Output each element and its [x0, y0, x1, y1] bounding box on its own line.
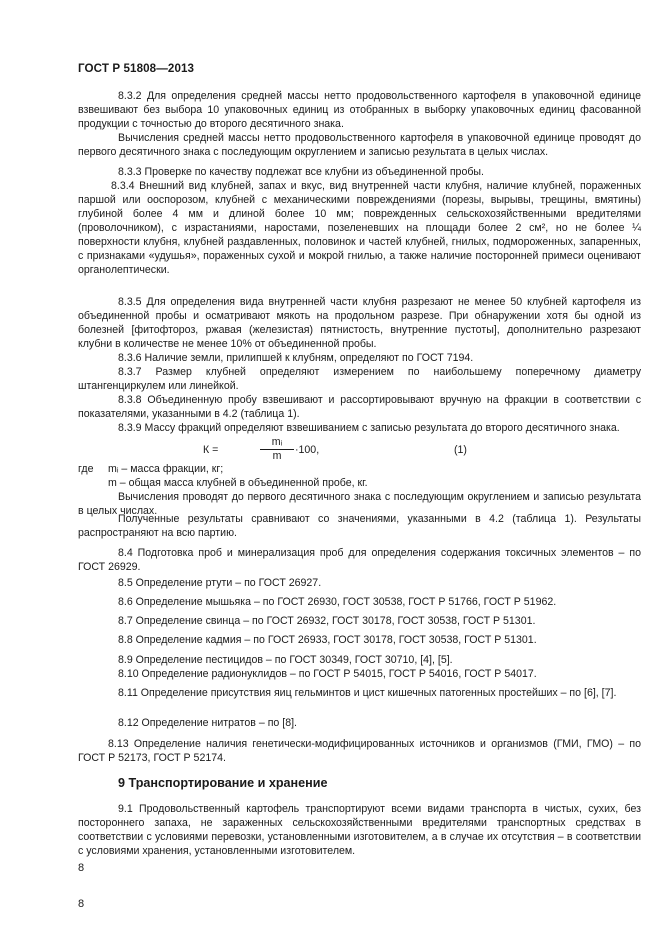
where-line-2: m – общая масса клубней в объединенной пробе, кг.	[108, 477, 368, 489]
formula-numerator: mᵢ	[271, 436, 283, 448]
paragraph-compare: Полученные результаты сравнивают со значениями, указанными в 4.2 (таблица 1). Результаты распространяют на всю партию.	[78, 513, 641, 539]
formula-denominator: m	[272, 450, 282, 462]
paragraph-8-5: 8.5 Определение ртути – по ГОСТ 26927.	[118, 577, 322, 589]
where-line-1: mᵢ – масса фракции, кг;	[108, 463, 224, 475]
page-number-bottom: 8	[78, 898, 85, 910]
page-number: 8	[78, 862, 85, 874]
paragraph-8-6: 8.6 Определение мышьяка – по ГОСТ 26930, ГОСТ 30538, ГОСТ Р 51766, ГОСТ Р 51962.	[118, 596, 557, 608]
formula-lhs: К =	[203, 444, 219, 456]
paragraph-8-3-6: 8.3.6 Наличие земли, прилипшей к клубням, определяют по ГОСТ 7194.	[118, 352, 474, 364]
paragraph-8-3-3: 8.3.3 Проверке по качеству подлежат все клубни из объединенной пробы.	[118, 166, 484, 178]
paragraph-8-9: 8.9 Определение пестицидов – по ГОСТ 30349, ГОСТ 30710, [4], [5].	[118, 654, 453, 666]
paragraph-8-3-7: 8.3.7 Размер клубней определяют измерением по наибольшему поперечному диаметру штангенциркулем или линейкой.	[78, 366, 641, 392]
paragraph-8-7: 8.7 Определение свинца – по ГОСТ 26932, ГОСТ 30178, ГОСТ 30538, ГОСТ Р 51301.	[118, 615, 536, 627]
document-header: ГОСТ Р 51808—2013	[78, 62, 195, 75]
paragraph-8-13: 8.13 Определение наличия генетически-модифицированных источников и организмов (ГМИ, ГМО) – по ГОСТ Р 52173, ГОСТ Р 52174.	[78, 738, 641, 764]
paragraph-9-1: 9.1 Продовольственный картофель транспортируют всеми видами транспорта в чистых, сухих, без постороннего запаха, не зараженных сельскохозяйственными вредителями транспортных средствах в соответствии с условиями перевозки, установленными изготовителем, а в случае их отсутствия – в соответствии с условиями хранения, установленными изготовителем.	[78, 803, 641, 857]
formula-number: (1)	[454, 444, 467, 456]
paragraph-8-10: 8.10 Определение радионуклидов – по ГОСТ Р 54015, ГОСТ Р 54016, ГОСТ Р 54017.	[118, 668, 537, 680]
paragraph-8-3-8: 8.3.8 Объединенную пробу взвешивают и рассортировывают вручную на фракции в соответствии с показателями, указанными в 4.2 (таблица 1).	[78, 394, 641, 420]
paragraph-8-8: 8.8 Определение кадмия – по ГОСТ 26933, ГОСТ 30178, ГОСТ 30538, ГОСТ Р 51301.	[118, 634, 537, 646]
formula-where	[78, 462, 368, 490]
formula-multiplier: ·100,	[295, 444, 320, 456]
paragraph-8-4: 8.4 Подготовка проб и минерализация проб для определения содержания токсичных элементов – по ГОСТ 26929.	[78, 547, 641, 573]
section-9-heading: 9 Транспортирование и хранение	[118, 776, 328, 790]
formula-fraction	[260, 436, 294, 462]
paragraph-8-3-2: 8.3.2 Для определения средней массы нетто продовольственного картофеля в упаковочной единице взвешивают без выбора 10 упаковочных единиц из отобранных в выборку упаковочных единиц фасованной продукции с точностью до второго десятичного знака.	[78, 90, 641, 130]
paragraph-8-3-4: 8.3.4 Внешний вид клубней, запах и вкус, вид внутренней части клубня, наличие клубней, пораженных паршой или ооспорозом, клубней с механическими повреждениями (порезы, вырывы, трещины, вмятины) глубиной более 4 мм и длиной более 10 мм; поврежденных сельскохозяйственными вредителями (проволочником), с израстаниями, наростами, позеленевших на площади более 2 см², но не более ¼ поверхности клубня, клубней раздавленных, половинок и частей клубней, гнилых, подмороженных, запаренных, с признаками «удушья», пораженных сухой и мокрой гнилью, а также наличие посторонней примеси оценивают органолептически.	[78, 180, 641, 276]
where-row-1	[78, 462, 368, 476]
where-row-2	[78, 476, 368, 490]
paragraph-calc: Вычисления проводят до первого десятичного знака с последующим округлением и записью результата в целых числах.	[78, 491, 641, 517]
paragraph-8-3-9: 8.3.9 Массу фракций определяют взвешиванием с записью результата до второго десятичного знака.	[118, 422, 620, 434]
paragraph-8-3-5: 8.3.5 Для определения вида внутренней части клубня разрезают не менее 50 клубней картофеля из объединенной пробы и осматривают мякоть на продольном разрезе. При обнаружении хотя бы одной из болезней [фитофтороз, ржавая (железистая) пятнистость, внутренние пустоты], дополнительно разрезают клубни в количестве не менее 10% от объединенной пробы.	[78, 296, 641, 350]
paragraph-8-12: 8.12 Определение нитратов – по [8].	[118, 717, 297, 729]
paragraph-8-3-2-calc: Вычисления средней массы нетто продовольственного картофеля в упаковочной единице проводят до первого десятичного знака с последующим округлением и записью результата в целых числах.	[78, 132, 641, 158]
where-label: где	[78, 463, 94, 475]
paragraph-8-11: 8.11 Определение присутствия яиц гельминтов и цист кишечных патогенных простейших – по [6], [7].	[118, 687, 617, 699]
